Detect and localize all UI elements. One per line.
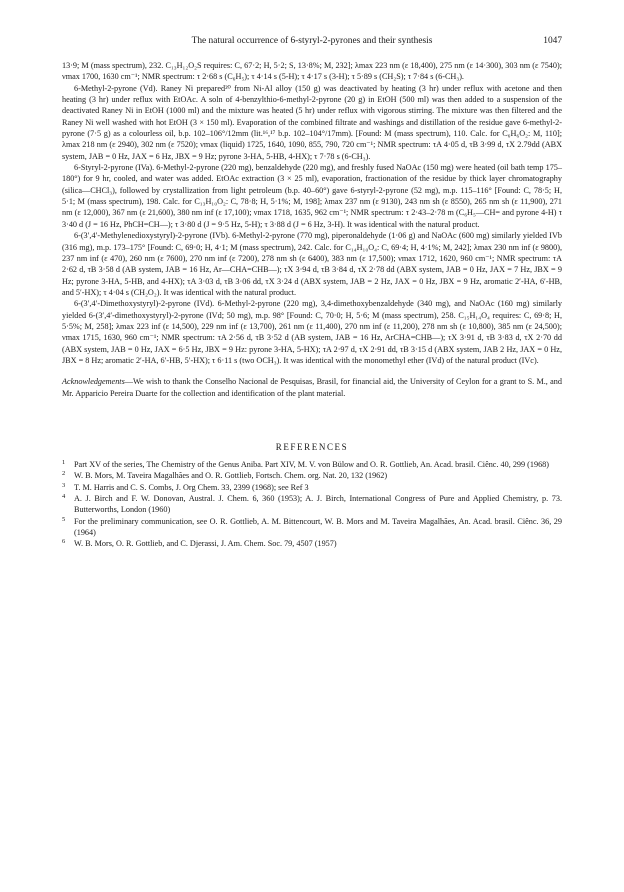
- page-number: 1047: [543, 36, 562, 46]
- reference-item: [62, 482, 562, 493]
- reference-text: For the preliminary communication, see O. R. Gottlieb, A. M. Bittencourt, W. B. Mors and M. Taveira Magalhães, An. Acad. brasil. Ciênc. 36, 29 (1964): [74, 516, 562, 538]
- reference-number: 5: [62, 515, 66, 523]
- reference-text: T. M. Harris and C. S. Combs, J. Org Chem. 33, 2399 (1968); see Ref 3: [74, 482, 309, 492]
- reference-number: 4: [62, 493, 66, 500]
- reference-number: 1: [62, 458, 66, 466]
- article-body: [62, 60, 562, 558]
- body-paragraph: 13·9; M (mass spectrum), 232. C₁₃H₁₂O₂S requires: C, 67·2; H, 5·2; S, 13·8%; M, 232]; λmax 223 nm (ε 18,400), 275 nm (ε 14·300), 303 nm (ε 7540); νmax 1700, 1630 cm⁻¹; NMR spectrum: τ 2·68 s (C₆H₅); τ 4·14 s (5-H); τ 4·17 s (3-H); τ 5·89 s (CH₂S); τ 7·84 s (6-CH₃).: [62, 61, 562, 82]
- reference-item: [62, 493, 562, 516]
- references-heading: REFERENCES: [275, 441, 349, 452]
- acknowledgements-label: Acknowledgements: [62, 377, 125, 387]
- body-paragraph: 6-(3′,4′-Methylenedioxystyryl)-2-pyrone (IVb). 6-Methyl-2-pyrone (770 mg), piperonaldehyde (1·06 g) and NaOAc (600 mg) similarly yielded IVb (316 mg), m.p. 173–175° [Found: C, 69·0; H, 4·1; M (mass spectrum), 242. Calc. for C₁₄H₁₀O₄: C, 69·4; H, 4·1%; M, 242]; λmax 230 nm inf (ε 9800), 237 nm inf (ε 470), 260 nm (ε 7600), 270 nm inf (ε 7200), 278 nm sh (ε 6400), 383 nm (ε 17,500); νmax 1712, 1620, 960 cm⁻¹; NMR spectrum: τA 2·62 d, τB 3·58 d (AB system, JAB = 16 Hz, Ar—CHA=CHB—); τX 3·94 d, τB 3·84 d, τX 2·78 dd (ABX system, JAB = 0 Hz, JAX = 7 Hz, JBX = 9 Hz; pyrone 3-HA, 5-HB, and 4-HX); τA 3·03 d, τB 3·06 dd, τX 3·24 d (ABX system, JAB = 2 Hz, JAX = 0 Hz, JBX = 9 Hz, aromatic 2′-HA, 6′-HB, and 5′-HX); τ 4·04 s (CH₂O₂). It was identical with the natural product.: [62, 231, 562, 297]
- reference-number: 6: [62, 538, 66, 546]
- reference-text: A. J. Birch and F. W. Donovan, Austral. J. Chem. 6, 360 (1953); A. J. Birch, International Congress of Pure and Applied Chemistry, p. 73. Butterworths, London (1960): [74, 494, 562, 515]
- running-header: [62, 34, 562, 48]
- reference-item: [62, 459, 562, 470]
- body-paragraph: 6-(3′,4′-Dimethoxystyryl)-2-pyrone (IVd). 6-Methyl-2-pyrone (220 mg), 3,4-dimethoxybenzaldehyde (340 mg), and NaOAc (160 mg) similarly yielded 6-(3′,4′-dimethoxystyryl)-2-pyrone (IVd; 50 mg), m.p. 98° [Found: C, 70·0; H, 5·6; M (mass spectrum), 258. C₁₅H₁₄O₄ requires: C, 69·8; H, 5·5%; M, 258]; λmax 223 inf (ε 14,500), 229 nm inf (ε 13,700), 261 nm (ε 11,400), 270 nm inf (ε 11,200), 278 nm sh (ε 10,800), 385 nm (ε 24,500); νmax 1715, 1630, 960 cm⁻¹; NMR spectrum: τA 2·56 d, τB 3·52 d (AB system, JAB = 16 Hz, ArCHA=CHB—); τX 3·91 d, τB 3·83 d, τX 2·70 dd (ABX system, JAB = 0 Hz, JAX = 6·5 Hz, JBX = 9 Hz: pyrone 3-HA, 5-HX); τA 2·97 d, τX 2·91 dd, τB 3·15 d (ABX system, JAB 2 Hz, JAX = 0 Hz, JBX = 8 Hz; aromatic 2′-HA, 6′-HB, 5′-HX); τ 6·11 s (two OCH₃). It was identical with the monomethyl ether (IVd) of the natural product (IVc).: [62, 299, 562, 365]
- reference-number: 2: [62, 470, 66, 478]
- body-paragraph: 6-Methyl-2-pyrone (Vd). Raney Ni prepared²⁰ from Ni-Al alloy (150 g) was deactivated by heating (3 hr) under reflux with acetone and then heating (3 hr) under reflux with EtOAc. A soln of 4-benzylthio-6-methyl-2-pyrone (20 g) in EtOH (500 ml) was then added to a suspension of the deactivated Raney Ni in EtOH (1000 ml) and the mixture was heated (5 hr) under reflux with vigorous stirring. The mixture was then filtered and the Raney Ni well washed with hot EtOH (3 × 150 ml). Evaporation of the combined filtrate and washings and distillation of the residue gave 6-methyl-2-pyrone (7·5 g) as a colourless oil, b.p. 102–106°/12mm (lit.¹⁶,¹⁷ b.p. 102–104°/17mm). [Found: M (mass spectrum), 110. Calc. for C₆H₆O₂: M, 110]; λmax 218 nm (ε 2940), 302 nm (ε 7520); νmax (liquid) 1725, 1640, 1090, 855, 790, 720 cm⁻¹; NMR spectrum: τA 4·05 d, τB 3·99 d, τX 2.79dd (ABX system, JAB = 0 Hz, JAX = 6 Hz, JBX = 9 Hz; pyrone 3-HA, 5-HB, 4-HX); τ 7·78 s (6-CH₃).: [62, 83, 562, 161]
- reference-item: [62, 470, 562, 481]
- reference-text: W. B. Mors, O. R. Gottlieb, and C. Djerassi, J. Am. Chem. Soc. 79, 4507 (1957): [74, 539, 337, 549]
- reference-item: [62, 538, 562, 549]
- body-paragraph: 6-Styryl-2-pyrone (IVa). 6-Methyl-2-pyrone (220 mg), benzaldehyde (220 mg), and freshly fused NaOAc (150 mg) were heated (oil bath temp 175–180°) for 9 hr, cooled, and water was added. EtOAc extraction (3 × 25 ml), evaporation, fractionation of the residue by thick layer chromatography (silica—CHCl₃), followed by crystallization from light petroleum (b.p. 40–60°) gave 6-styryl-2-pyrone (52 mg), m.p. 115–116° [Found: C, 78·5; H, 5·1; M (mass spectrum), 198. Calc. for C₁₃H₁₀O₂: C, 78·8; H, 5·1%; M, 198]; λmax 237 nm (ε 9130), 243 nm sh (ε 8550), 265 nm sh (ε 11,900), 271 nm (ε 12,000), 367 nm (ε 21,600), 380 nm inf (ε 17,100); νmax 1718, 1635, 962 cm⁻¹; NMR spectrum: τ 2·43–2·78 m (C₆H₅—CH= and pyrone 4-H) τ 3·40 d (J = 16 Hz, PhCH=CH—); τ 3·80 d (J = 9·5 Hz, 5-H); τ 3·88 d (J = 6 Hz, 3-H). It was identical with the natural product.: [62, 163, 562, 229]
- reference-text: W. B. Mors, M. Taveira Magalhães and O. R. Gottlieb, Fortsch. Chem. org. Nat. 20, 132 (1962): [74, 471, 388, 481]
- reference-text: Part XV of the series, The Chemistry of the Genus Aniba. Part XIV, M. V. von Bülow and O. R. Gottlieb, An. Acad. brasil. Ciênc. 40, 299 (1968): [74, 459, 549, 469]
- references-list: [62, 459, 562, 550]
- acknowledgements-text: —We wish to thank the Conselho Nacional de Pesquisas, Brasil, for financial aid, the University of Ceylon for a grant to S. M., and Mr. Apparicio Pereira Duarte for the collection and identification of the plant material.: [62, 377, 562, 398]
- running-title: The natural occurrence of 6-styryl-2-pyrones and their synthesis: [191, 36, 433, 46]
- reference-item: [62, 516, 562, 539]
- reference-number: 3: [62, 481, 66, 489]
- acknowledgements: [62, 376, 562, 399]
